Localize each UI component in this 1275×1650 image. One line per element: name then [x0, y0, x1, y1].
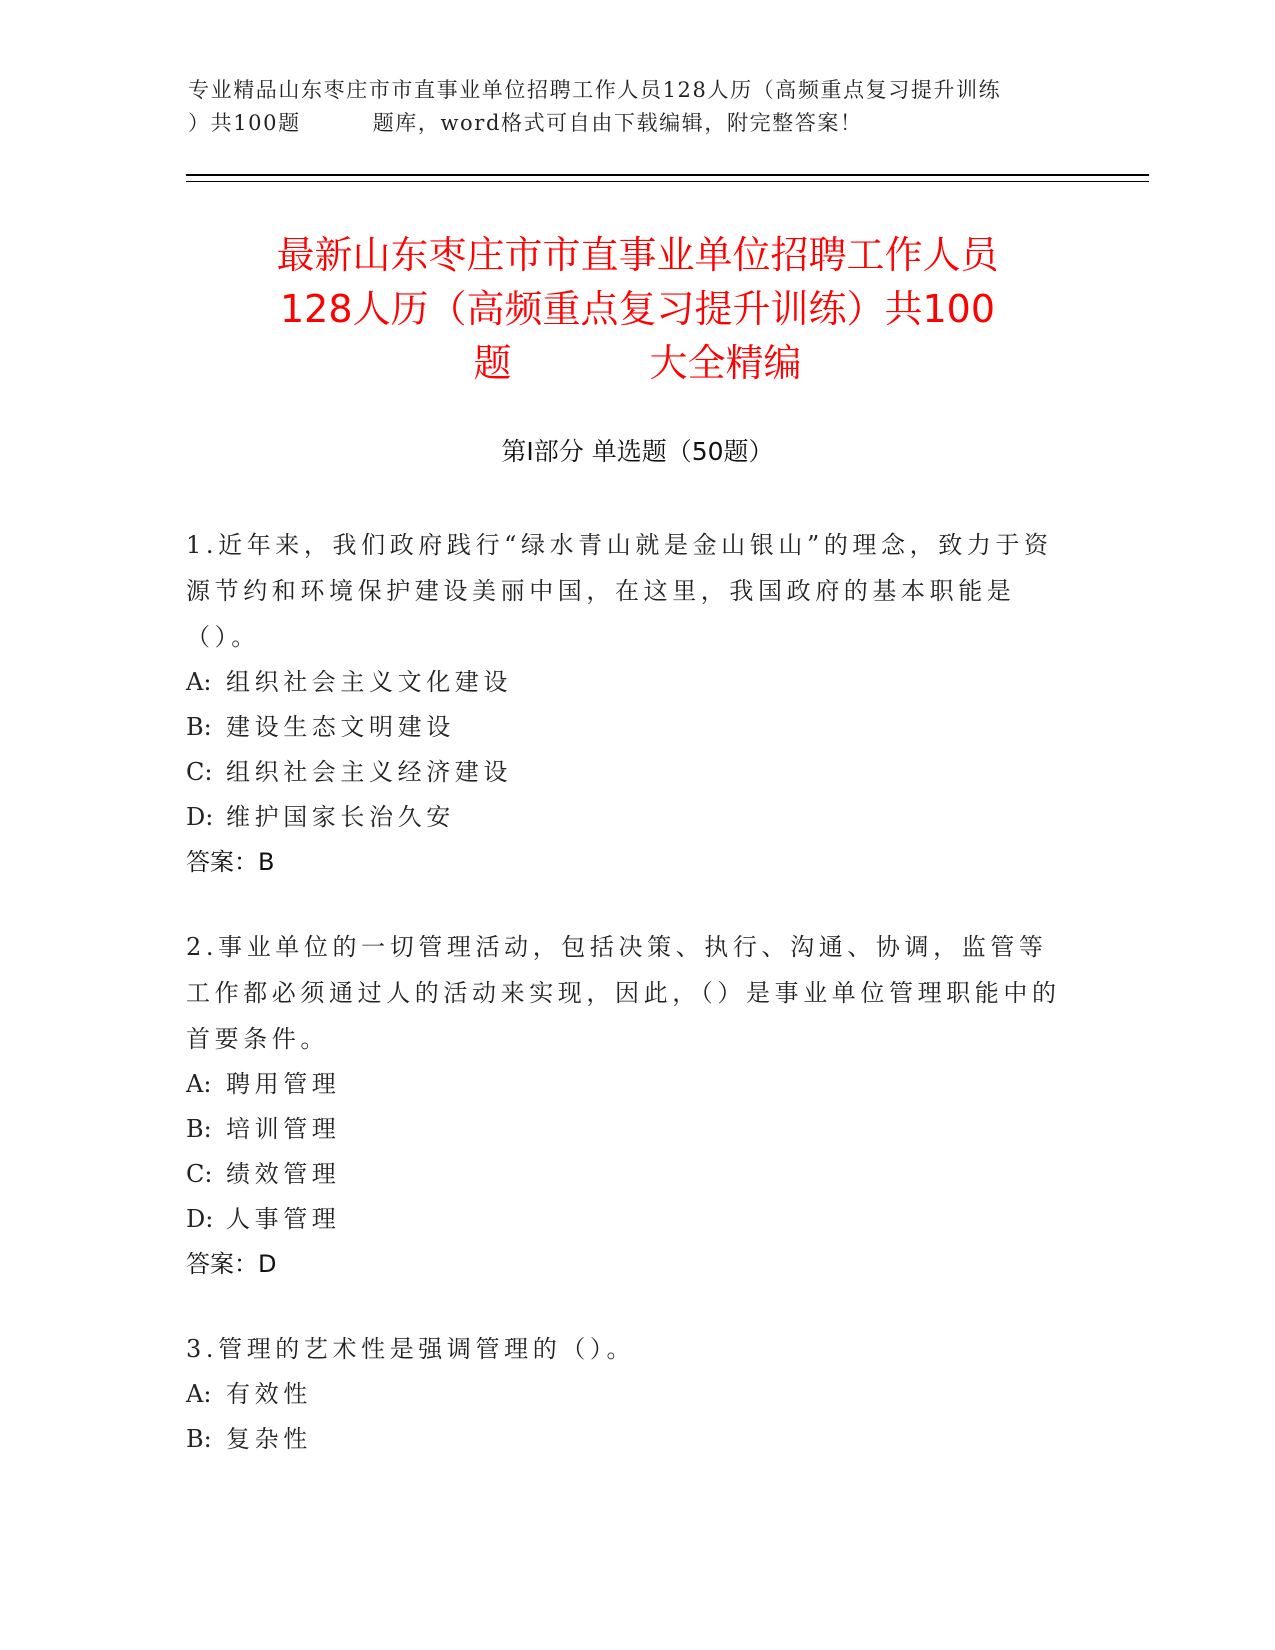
question-2	[186, 924, 1066, 1286]
option-text: 组织社会主义经济建设	[226, 758, 512, 786]
header-line-2-part-2: 题库，word格式可自由下载编辑，附完整答案！	[372, 111, 863, 135]
question-1	[186, 522, 1066, 884]
question-stem: 2.事业单位的一切管理活动，包括决策、执行、沟通、协调，监管等工作都必须通过人的活动来实现，因此，（）是事业单位管理职能中的首要条件。	[186, 933, 1061, 1053]
option-text: 维护国家长治久安	[226, 803, 455, 831]
header-line-2-part-1: ）共100题	[188, 111, 301, 135]
title-line-3-part-2: 大全精编	[649, 341, 802, 385]
question-stem: 3.管理的艺术性是强调管理的（）。	[186, 1335, 636, 1363]
option-b	[186, 705, 1066, 750]
title-line-2: 128人历（高频重点复习提升训练）共100	[279, 287, 996, 331]
option-b	[186, 1107, 1066, 1152]
option-text: 绩效管理	[226, 1160, 341, 1188]
option-text: 组织社会主义文化建设	[226, 668, 512, 696]
option-letter: C:	[186, 1160, 213, 1188]
option-letter: D:	[186, 803, 214, 831]
option-c	[186, 1152, 1066, 1197]
option-text: 建设生态文明建设	[226, 713, 455, 741]
section-heading: 第Ⅰ部分 单选题（50题）	[501, 437, 774, 466]
option-letter: D:	[186, 1205, 214, 1233]
answer-label: 答案：D	[186, 1250, 277, 1278]
document-header	[188, 74, 1088, 140]
question-list	[186, 522, 1066, 1502]
option-text: 聘用管理	[226, 1070, 341, 1098]
option-a	[186, 1372, 1066, 1417]
option-letter: B:	[186, 713, 212, 741]
option-a	[186, 1062, 1066, 1107]
option-letter: C:	[186, 758, 213, 786]
option-text: 有效性	[226, 1380, 312, 1408]
document-title	[150, 228, 1125, 390]
question-stem: 1.近年来，我们政府践行“绿水青山就是金山银山”的理念，致力于资源节约和环境保护建设美丽中国，在这里，我国政府的基本职能是（）。	[186, 531, 1053, 651]
option-letter: B:	[186, 1425, 212, 1453]
option-d	[186, 1197, 1066, 1242]
option-letter: A:	[186, 668, 212, 696]
option-b	[186, 1417, 1066, 1462]
header-line-1: 专业精品山东枣庄市市直事业单位招聘工作人员128人历（高频重点复习提升训练	[188, 78, 1002, 102]
option-letter: A:	[186, 1070, 212, 1098]
header-line-2	[188, 107, 1088, 140]
option-letter: B:	[186, 1115, 212, 1143]
option-d	[186, 795, 1066, 840]
option-text: 人事管理	[226, 1205, 341, 1233]
question-3	[186, 1326, 1066, 1462]
option-text: 复杂性	[226, 1425, 312, 1453]
title-line-3-part-1: 题	[473, 341, 512, 385]
option-letter: A:	[186, 1380, 212, 1408]
answer-label: 答案：B	[186, 848, 275, 876]
header-rule-thin	[186, 181, 1149, 182]
option-c	[186, 750, 1066, 795]
header-rule-thick	[186, 174, 1149, 176]
title-line-1: 最新山东枣庄市市直事业单位招聘工作人员	[276, 233, 999, 277]
option-text: 培训管理	[226, 1115, 341, 1143]
option-a	[186, 660, 1066, 705]
title-line-3	[150, 336, 1125, 390]
